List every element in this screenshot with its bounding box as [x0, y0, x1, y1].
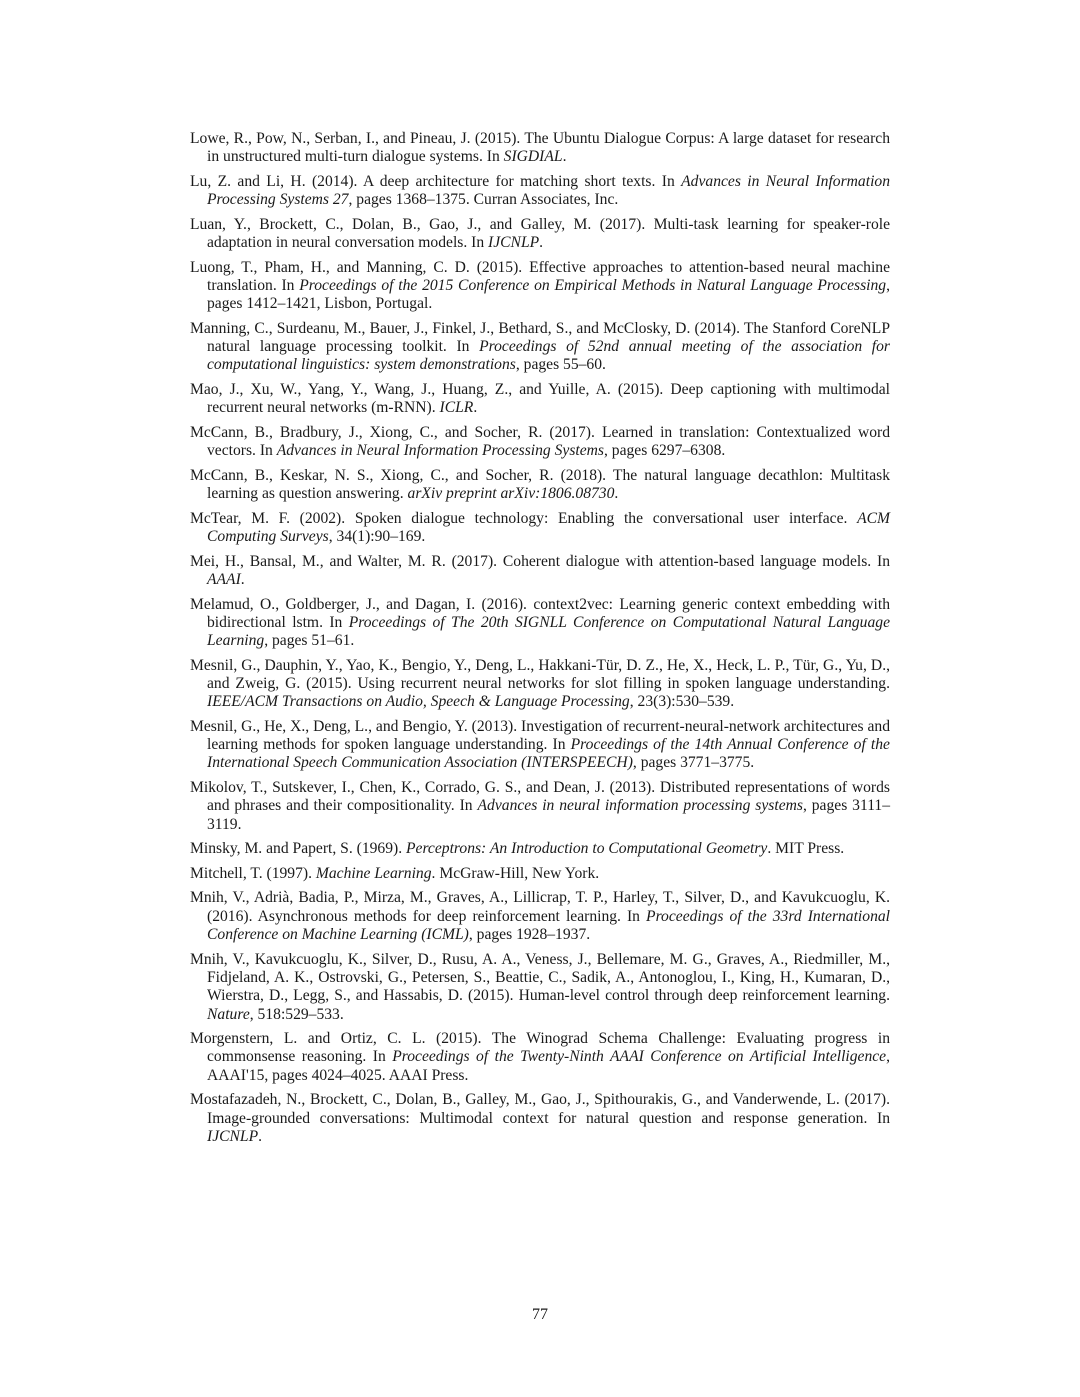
reference-entry: Luong, T., Pham, H., and Manning, C. D. (2015). Effective approaches to attention-based neural machine translation. In Proceedings of the 2015 Conference on Empirical Methods in Natural Language Processing, pages 1412–1421, Lisbon, Portugal.: [190, 258, 891, 313]
reference-entry: Luan, Y., Brockett, C., Dolan, B., Gao, J., and Galley, M. (2017). Multi-task learning for speaker-role adaptation in neural conversation models. In IJCNLP.: [190, 215, 890, 252]
reference-entry: Morgenstern, L. and Ortiz, C. L. (2015). The Winograd Schema Challenge: Evaluating progress in commonsense reasoning. In Proceedings of the Twenty-Ninth AAAI Conference on Artificial Intelligence, AAAI'15, pages 4024–4025. AAAI Press.: [190, 1030, 890, 1084]
reference-entry: Mesnil, G., Dauphin, Y., Yao, K., Bengio, Y., Deng, L., Hakkani-Tür, D. Z., He, X., Heck, L. P., Tür, G., Yu, D., and Zweig, G. (2015). Using recurrent neural networks for slot filling in spoken language understanding. IEEE/ACM Transactions on Audio, Speech & Language Processing, 23(3):530–539.: [190, 656, 890, 711]
reference-entry: McCann, B., Bradbury, J., Xiong, C., and Socher, R. (2017). Learned in translation: Contextualized word vectors. In Advances in Neural Information Processing Systems, pages 6297–6308.: [190, 423, 890, 460]
reference-entry: Mostafazadeh, N., Brockett, C., Dolan, B., Galley, M., Gao, J., Spithourakis, G., and Vanderwende, L. (2017). Image-grounded conversations: Multimodal context for natural question and response generation. In IJCNLP.: [190, 1091, 890, 1145]
page-number: 77: [532, 1306, 548, 1323]
reference-entry: Mitchell, T. (1997). Machine Learning. McGraw-Hill, New York.: [190, 864, 600, 882]
reference-entry: Mei, H., Bansal, M., and Walter, M. R. (2017). Coherent dialogue with attention-based language models. In AAAI.: [190, 552, 890, 588]
reference-entry: Mnih, V., Kavukcuoglu, K., Silver, D., Rusu, A. A., Veness, J., Bellemare, M. G., Graves, A., Riedmiller, M., Fidjeland, A. K., Ostrovski, G., Petersen, S., Beattie, C., Sadik, A., Antonoglou, I., King, H., Kumaran, D., Wierstra, D., Legg, S., and Hassabis, D. (2015). Human-level control through deep reinforcement learning. Nature, 518:529–533.: [190, 950, 890, 1023]
reference-entry: Lu, Z. and Li, H. (2014). A deep architecture for matching short texts. In Advances in Neural Information Processing Systems 27, pages 1368–1375. Curran Associates, Inc.: [190, 172, 890, 209]
reference-list: [190, 130, 890, 1152]
reference-entry: Minsky, M. and Papert, S. (1969). Perceptrons: An Introduction to Computational Geometry. MIT Press.: [190, 840, 845, 858]
reference-entry: Melamud, O., Goldberger, J., and Dagan, I. (2016). context2vec: Learning generic context embedding with bidirectional lstm. In Proceedings of The 20th SIGNLL Conference on Computational Natural Language Learning, pages 51–61.: [190, 595, 890, 650]
reference-entry: McCann, B., Keskar, N. S., Xiong, C., and Socher, R. (2018). The natural language decathlon: Multitask learning as question answering. arXiv preprint arXiv:1806.08730.: [190, 466, 890, 503]
reference-entry: Mesnil, G., He, X., Deng, L., and Bengio, Y. (2013). Investigation of recurrent-neural-network architectures and learning methods for spoken language understanding. In Proceedings of the 14th Annual Conference of the International Speech Communication Association (INTERSPEECH), pages 3771–3775.: [190, 717, 890, 772]
reference-entry: Lowe, R., Pow, N., Serban, I., and Pineau, J. (2015). The Ubuntu Dialogue Corpus: A large dataset for research in unstructured multi-turn dialogue systems. In SIGDIAL.: [190, 130, 890, 166]
reference-entry: McTear, M. F. (2002). Spoken dialogue technology: Enabling the conversational user interface. ACM Computing Surveys, 34(1):90–169.: [190, 509, 890, 546]
reference-entry: Mao, J., Xu, W., Yang, Y., Wang, J., Huang, Z., and Yuille, A. (2015). Deep captioning with multimodal recurrent neural networks (m-RNN). ICLR.: [190, 381, 890, 417]
reference-entry: Manning, C., Surdeanu, M., Bauer, J., Finkel, J., Bethard, S., and McClosky, D. (2014). The Stanford CoreNLP natural language processing toolkit. In Proceedings of 52nd annual meeting of the association for computational linguistics: system demonstrations, pages 55–60.: [190, 319, 891, 374]
reference-entry: Mnih, V., Adrià, Badia, P., Mirza, M., Graves, A., Lillicrap, T. P., Harley, T., Silver, D., and Kavukcuoglu, K. (2016). Asynchronous methods for deep reinforcement learning. In Proceedings of the 33rd International Conference on Machine Learning (ICML), pages 1928–1937.: [190, 889, 890, 944]
reference-entry: Mikolov, T., Sutskever, I., Chen, K., Corrado, G. S., and Dean, J. (2013). Distributed representations of words and phrases and their compositionality. In Advances in neural information processing systems, pages 3111–3119.: [190, 779, 891, 833]
